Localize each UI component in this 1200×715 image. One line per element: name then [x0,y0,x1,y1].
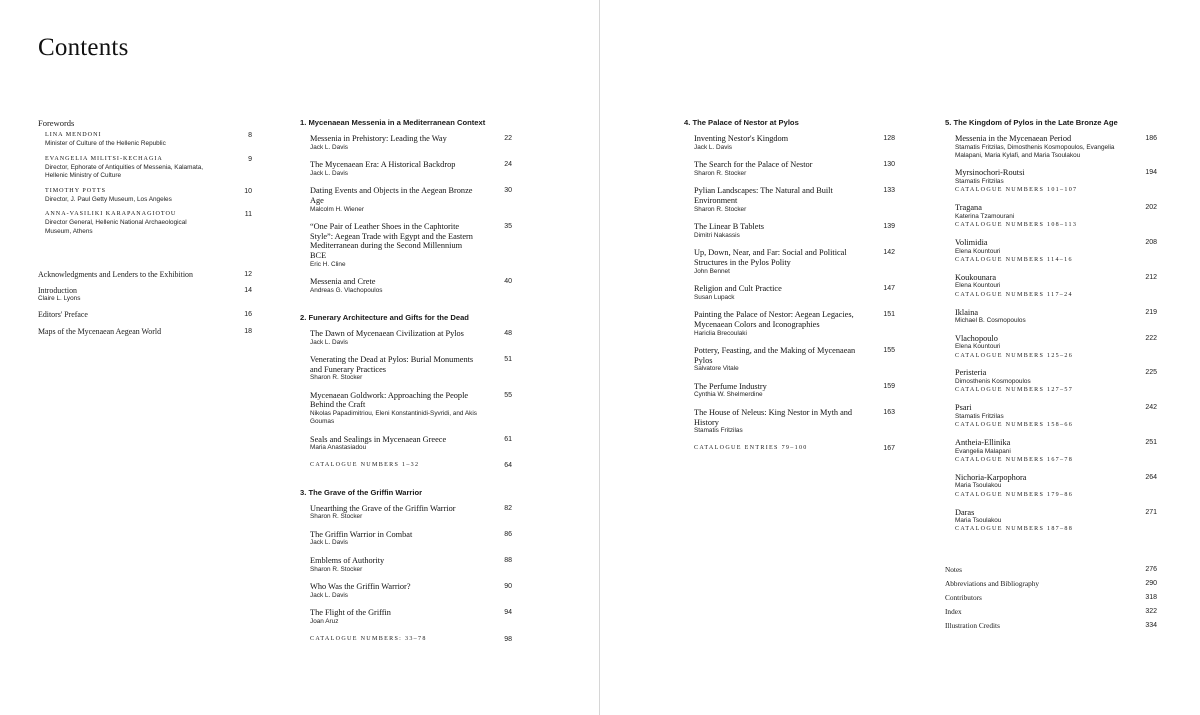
page-number: 167 [883,444,895,452]
entry-title: Messenia in Prehistory: Leading the Way [310,134,447,143]
forewords-heading: Forewords [38,118,75,128]
entry-title: Dating Events and Objects in the Aegean Bronze Age [310,186,473,205]
toc-entry[interactable] [945,368,1157,394]
toc-entry[interactable] [300,556,512,574]
entry-title: Emblems of Authority [310,556,385,566]
page-number: 322 [1145,608,1157,615]
page-number: 82 [504,504,512,512]
page-number: 159 [883,382,895,390]
entry-title: Myrsinochori-Routsi [955,168,1025,178]
toc-entry[interactable] [945,334,1157,360]
entry-author: Andreas G. Vlachopoulos [310,286,383,294]
entry-author: Dimosthenis Kosmopoulos [955,378,1031,386]
entry-author: Maria Tsoulakou [955,482,1002,490]
page-number: 225 [1145,369,1157,377]
toc-entry[interactable] [684,248,895,275]
section-3 [300,488,512,644]
toc-entry[interactable] [300,435,512,453]
entry-author: Elena Kountouri [955,247,1001,255]
section-heading: 1. Mycenaean Messenia in a Mediterranean Context [300,118,486,127]
back-matter-entry[interactable] [945,593,1157,603]
page-number: 40 [504,278,512,286]
entry-catalogue-numbers: CATALOGUE NUMBERS 114–16 [955,256,1073,263]
catalogue-entry[interactable] [300,461,512,470]
entry-author: Sharon R. Stocker [694,205,747,213]
entry-author: Jack L. Davis [310,539,349,547]
entry-author: Katerina Tzamourani [955,212,1015,220]
entry-title: Volimidia [955,237,988,247]
entry-title: Nichoria-Karpophora [955,472,1027,482]
entry-title: Pylian Landscapes: The Natural and Built Environment [694,186,833,205]
entry-author: John Bennet [694,267,730,275]
entry-catalogue-numbers: CATALOGUE NUMBERS 117–24 [955,291,1073,298]
toc-entry[interactable] [945,403,1157,429]
entry-title: Painting the Palace of Nestor: Aegean Legacies, Mycenaean Colors and Iconographies [694,310,854,329]
forewords-column [38,118,252,343]
toc-entry[interactable] [300,391,512,427]
entry-author: Nikolas Papadimitriou, Eleni Konstantinidi-Syvridi, and Akis Goumas [310,410,477,426]
foreword-name: ANNA-VASILIKI KARAPANAGIOTOU [45,211,177,218]
toc-entry[interactable] [945,238,1157,264]
page-number: 139 [883,223,895,231]
front-matter-entry[interactable] [38,310,252,319]
entry-author: Maria Tsoulakou [955,517,1002,525]
entry-title: Mycenaean Goldwork: Approaching the People Behind the Craft [310,390,469,410]
catalogue-entry[interactable] [684,444,895,453]
page-number: 94 [504,609,512,617]
entry-title: The Mycenaean Era: A Historical Backdrop [310,160,456,170]
toc-entry[interactable] [684,310,895,337]
entry-title: Inventing Nestor's Kingdom [694,134,789,143]
toc-entry[interactable] [945,508,1157,534]
page-number: 212 [1145,273,1157,281]
page-number: 271 [1145,508,1157,516]
front-matter-entry[interactable] [38,327,252,336]
entry-author: Sharon R. Stocker [310,565,363,573]
page-number: 64 [504,462,512,470]
toc-entry[interactable] [300,355,512,382]
entry-author: Evangelia Malapani [955,447,1011,455]
page-number: 151 [883,311,895,319]
entry-author: Sharon R. Stocker [310,513,363,521]
page-number: 163 [883,409,895,417]
section-heading: 4. The Palace of Nestor at Pylos [684,118,799,127]
foreword-name: LINA MENDONI [45,132,102,138]
entry-title: The Dawn of Mycenaean Civilization at Pylos [310,328,464,338]
page-number: 24 [504,161,512,169]
entry-catalogue-numbers: CATALOGUE NUMBERS 179–86 [955,491,1074,498]
page-number: 12 [244,270,252,278]
toc-entry[interactable] [945,134,1157,160]
entry-title: Unearthing the Grave of the Griffin Warrior [310,503,456,513]
entry-title: Venerating the Dead at Pylos: Burial Monuments and Funerary Practices [310,355,474,374]
page-number: 86 [504,530,512,538]
toc-entry[interactable] [945,308,1157,326]
entry-title: Seals and Sealings in Mycenaean Greece [310,434,447,444]
entry-title: Messenia in the Mycenaean Period [955,134,1072,143]
entry-title: Illustration Credits [945,621,1000,630]
entry-author: Stamatis Fritzilas [955,412,1004,420]
page-number: 88 [504,557,512,565]
entry-author: Jack L. Davis [310,338,349,346]
catalogue-entry[interactable] [300,635,512,644]
entry-title: Acknowledgments and Lenders to the Exhibition [38,269,193,279]
entry-title: Messenia and Crete [310,277,376,287]
page-number: 242 [1145,404,1157,412]
toc-entry[interactable] [684,284,895,302]
entry-title: Iklaina [955,307,979,317]
page-number: 264 [1145,473,1157,481]
page-number: 9 [248,155,252,163]
toc-column-3 [945,118,1157,635]
entry-title: Up, Down, Near, and Far: Social and Political Structures in the Pylos Polity [694,248,847,267]
back-matter-entry[interactable] [945,565,1157,575]
toc-entry[interactable] [684,134,895,152]
page-number: 208 [1145,238,1157,246]
page-number: 18 [244,327,252,335]
entry-title: Psari [955,403,972,413]
toc-entry[interactable] [300,277,512,295]
entry-title: The Search for the Palace of Nestor [694,160,813,170]
toc-entry[interactable] [945,203,1157,229]
toc-entry[interactable] [945,273,1157,299]
entry-author: Joan Aruz [310,618,339,625]
toc-entry[interactable] [300,329,512,347]
entry-author: Jack L. Davis [310,143,349,151]
page-number: 90 [504,583,512,591]
entry-author: Hariclia Brecoulaki [694,329,747,337]
entry-title: Introduction [38,285,78,295]
entry-author: Jack L. Davis [310,169,349,177]
foreword-role: Director, Ephorate of Antiquities of Messenia, Kalamata, Hellenic Ministry of Culture [45,163,204,179]
toc-entry[interactable] [684,186,895,213]
entry-author: Maria Anastasiadou [310,444,367,452]
toc-entry[interactable] [684,222,895,240]
page-number: 51 [504,356,512,364]
page-number: 128 [883,135,895,142]
entry-author: Stamatis Fritzilas [694,427,743,435]
toc-entry[interactable] [945,438,1157,464]
page-number: 35 [504,223,512,231]
page-number: 194 [1145,169,1157,177]
page-number: 61 [504,435,512,443]
entry-author: Jack L. Davis [694,143,733,151]
page-number: 147 [883,285,895,293]
entry-title: Index [945,607,962,616]
page-number: 276 [1145,566,1157,573]
entry-title: Abbreviations and Bibliography [945,579,1040,588]
page-number: 22 [504,135,512,142]
entry-catalogue-numbers: CATALOGUE NUMBERS 125–26 [955,352,1074,359]
entry-title: Tragana [955,203,982,213]
page-number: 10 [244,187,252,195]
toc-entry[interactable] [300,186,512,213]
foreword-entry[interactable] [38,155,252,180]
section-5 [945,118,1157,534]
page-number: 290 [1145,580,1157,587]
entry-author: Malcolm H. Wiener [310,205,364,213]
page-title: Contents [38,34,129,61]
entry-author: Stamatis Fritzilas [955,177,1004,185]
entry-title: Maps of the Mycenaean Aegean World [38,326,162,336]
entry-catalogue-numbers: CATALOGUE NUMBERS 127–57 [955,387,1074,394]
toc-entry[interactable] [300,160,512,178]
foreword-name: EVANGELIA MILITSI-KECHAGIA [45,155,163,162]
entry-title: Who Was the Griffin Warrior? [310,582,411,592]
entry-author: Sharon R. Stocker [694,169,747,177]
page-number: 142 [883,249,895,257]
toc-entry[interactable] [300,134,512,152]
foreword-name: TIMOTHY POTTS [45,187,107,194]
page-number: 202 [1145,204,1157,212]
entry-catalogue-numbers: CATALOGUE NUMBERS 101–107 [955,187,1078,194]
toc-column-1 [300,118,512,661]
entry-author: Sharon R. Stocker [310,374,363,382]
front-matter-entry[interactable] [38,270,252,279]
toc-entry[interactable] [684,382,895,400]
back-matter-entry[interactable] [945,621,1157,631]
entry-author: Dimitri Nakassis [694,231,740,239]
entry-title: Daras [955,507,975,517]
toc-entry[interactable] [300,222,512,269]
entry-catalogue-numbers: CATALOGUE NUMBERS 158–66 [955,422,1074,429]
toc-entry[interactable] [945,473,1157,499]
toc-entry[interactable] [300,608,512,626]
front-matter-list [38,270,252,336]
forewords-list [38,131,252,236]
entry-title: The Linear B Tablets [694,222,764,232]
entry-author: Michael B. Cosmopoulos [955,317,1026,325]
toc-entry[interactable] [300,530,512,548]
front-matter-entry[interactable] [38,286,252,303]
entry-author: Claire L. Lyons [38,295,81,303]
entry-catalogue-numbers: CATALOGUE NUMBERS 108–113 [955,221,1078,228]
entry-author: Elena Kountouri [955,343,1001,351]
toc-entry[interactable] [684,346,895,373]
page-number: 14 [244,286,252,294]
entry-title: The Griffin Warrior in Combat [310,529,413,539]
toc-entry[interactable] [684,160,895,178]
page-number: 318 [1145,594,1157,601]
page-number: 55 [504,391,512,399]
catalogue-label: CATALOGUE NUMBERS 1–32 [310,462,420,469]
page-number: 186 [1145,135,1157,142]
catalogue-label: CATALOGUE ENTRIES 79–100 [694,444,808,451]
entry-title: The House of Neleus: King Nestor in Myth and History [694,408,853,427]
back-matter-entry[interactable] [945,607,1157,617]
entry-title: Koukounara [955,272,997,282]
page-number: 219 [1145,308,1157,316]
entry-title: Antheia-Ellinika [955,438,1011,448]
entry-author: Susan Lupack [694,293,735,301]
entry-author: Stamatis Fritzilas, Dimosthenis Kosmopoulos, Evangelia Malapani, Maria Kylafi, and Maria Tsoulakou [955,143,1115,159]
page-spine [599,0,600,715]
entry-title: “One Pair of Leather Shoes in the Caphtorite Style”: Aegean Trade with Egypt and the Eastern Mediterranean during the Second Millennium BCE [310,222,473,260]
section-heading: 2. Funerary Architecture and Gifts for the Dead [300,312,469,322]
catalogue-label: CATALOGUE NUMBERS: 33–78 [310,635,427,642]
entry-author: Elena Kountouri [955,282,1001,290]
page-number: 251 [1145,439,1157,447]
foreword-entry[interactable] [38,187,252,204]
entry-title: The Perfume Industry [694,381,767,391]
foreword-entry[interactable] [38,131,252,148]
toc-entry[interactable] [300,504,512,522]
entry-title: Peristeria [955,368,987,378]
page-number: 48 [504,329,512,337]
section-heading: 3. The Grave of the Griffin Warrior [300,487,423,497]
entry-author: Salvatore Vitale [694,365,739,373]
foreword-role: Director General, Hellenic National Archaeological Museum, Athens [45,219,187,235]
foreword-role: Minister of Culture of the Hellenic Republic [45,140,166,147]
foreword-role: Director, J. Paul Getty Museum, Los Angeles [45,195,172,203]
entry-title: Vlachopoulo [955,333,998,343]
entry-catalogue-numbers: CATALOGUE NUMBERS 187–88 [955,526,1074,533]
section-2 [300,313,512,470]
entry-title: Contributors [945,593,982,602]
entry-title: Religion and Cult Practice [694,284,782,294]
entry-author: Cynthia W. Shelmerdine [694,391,763,399]
page-number: 11 [244,211,252,219]
toc-entry[interactable] [945,168,1157,194]
back-matter-list [945,565,1157,631]
page-number: 16 [244,311,252,319]
toc-entry[interactable] [684,408,895,435]
page-number: 334 [1145,622,1157,629]
section-4 [684,118,895,452]
entry-title: Notes [945,565,963,574]
entry-catalogue-numbers: CATALOGUE NUMBERS 167–78 [955,456,1074,463]
entry-author: Jack L. Davis [310,591,349,599]
toc-entry[interactable] [300,582,512,600]
page-number: 8 [248,132,252,139]
entry-title: Editors' Preface [38,310,88,320]
section-1 [300,118,512,295]
page-number: 222 [1145,334,1157,342]
page-number: 30 [504,187,512,195]
page-number: 130 [883,161,895,169]
page-number: 133 [883,187,895,195]
foreword-entry[interactable] [38,210,252,235]
section-heading: 5. The Kingdom of Pylos in the Late Bronze Age [945,118,1118,127]
toc-column-2 [684,118,895,470]
entry-title: The Flight of the Griffin [310,608,391,618]
entry-title: Pottery, Feasting, and the Making of Mycenaean Pylos [694,346,856,365]
page-number: 155 [883,347,895,355]
entry-author: Eric H. Cline [310,260,346,268]
page-number: 98 [504,635,512,643]
back-matter-entry[interactable] [945,579,1157,589]
